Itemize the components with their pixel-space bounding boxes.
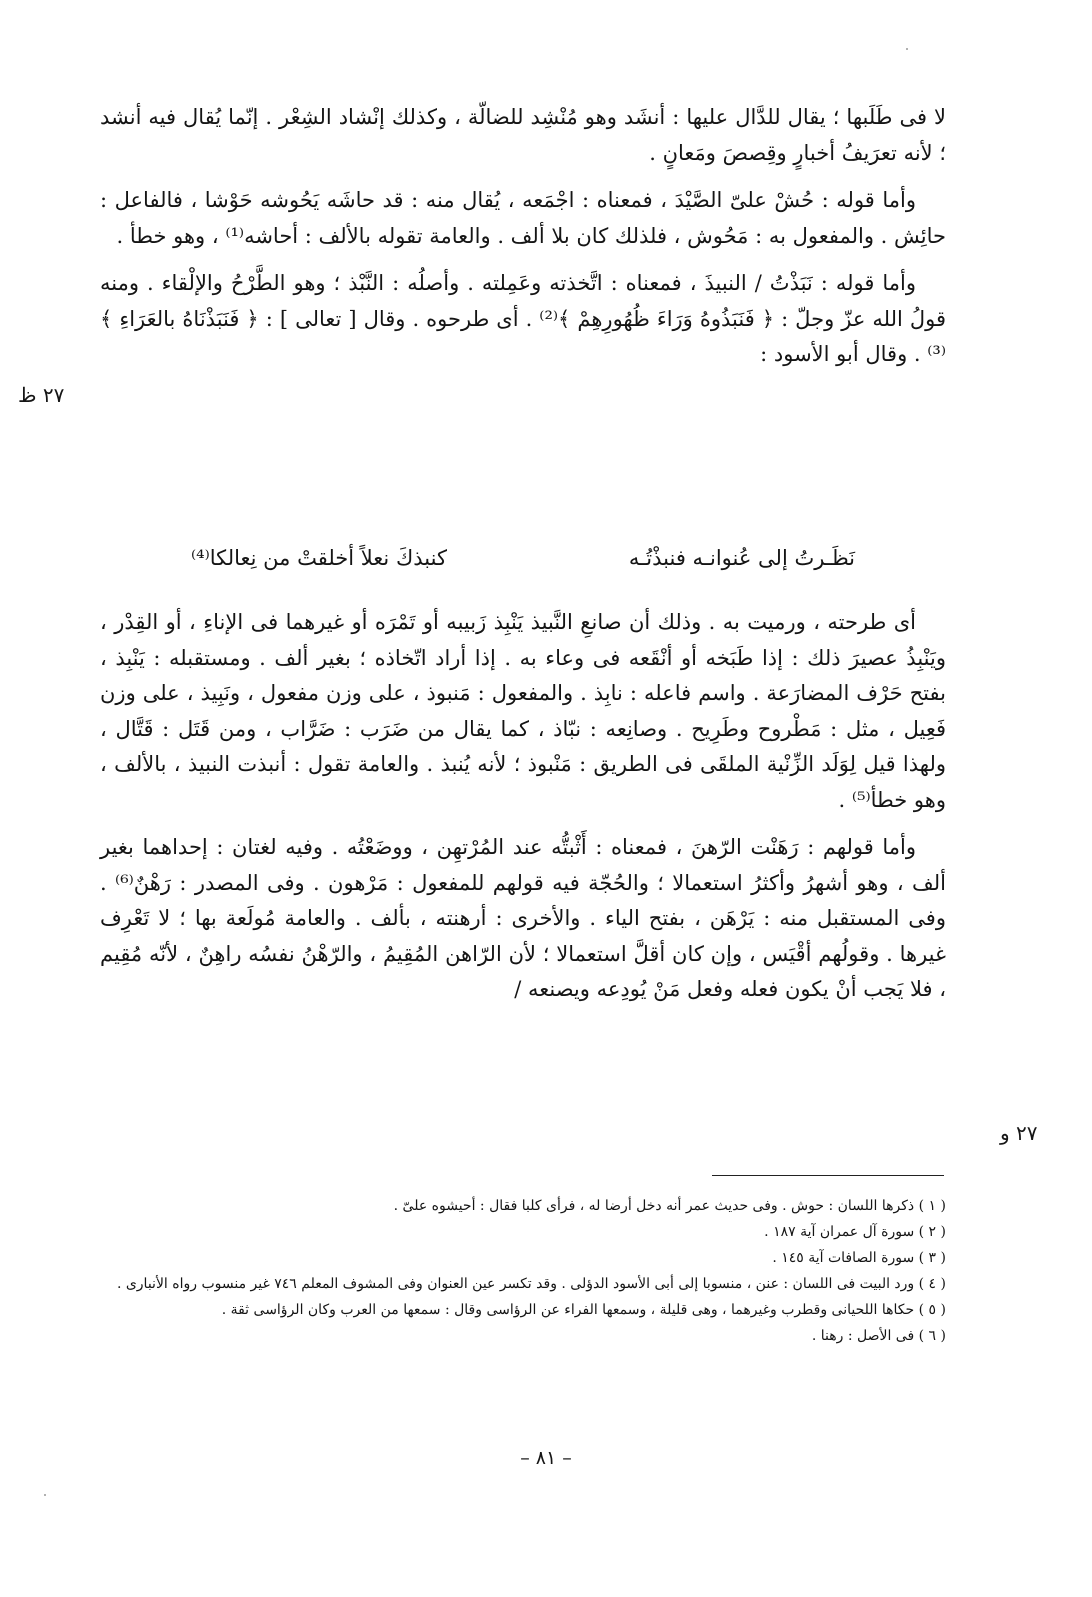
verse-second-hemistich: كنبذكَ نعلاً أخلقتْ من نِعالكا⁽⁴⁾ — [190, 546, 447, 570]
folio-marker-recto: ٢٧ و — [1000, 1121, 1038, 1145]
footnote-divider — [712, 1175, 944, 1176]
verse-first-hemistich: نَظَـرتُ إلى عُنوانـه فنبذْتُـه — [628, 546, 856, 570]
footnote-2: ( ٢ ) سورة آل عمران آية ١٨٧ . — [764, 1224, 946, 1240]
paragraph-5: وأما قولهم : رَهَنْت الرّهنَ ، فمعناه : أَثْبتُّه عند المُرْتهِن ، ووضَعْتُه . وفيه لغتان : إحداهما بغير ألف ، وهو أشهرُ وأكثرُ استعمالا ؛ والحُجّة فيه قولهم للمفعول : مَرْهون . وفى المصدر : رَهْنٌ⁽⁶⁾ . وفى المستقبل منه : يَرْهَن ، بفتح الياء . والأخرى : أرهنته ، بألف . والعامة مُولَعة بها ؛ لا تَعْرِف غيرها . وقولُهم أقْيَس ، وإن كان أقلَّ استعمالا ؛ لأن الرّاهن المُقِيمُ ، والرّهْنُ نفسُه راهِنٌ ، لأنّه مُقِيم ، فلا يَجب أنْ يكون فعله وفعل مَنْ يُودِعه ويصنعه / — [100, 835, 946, 1001]
main-text-continued — [100, 605, 946, 1008]
footnote-5: ( ٥ ) حكاها اللحيانى وقطرب وغيرهما ، وهى قليلة ، وسمعها الفراء عن الرؤاسى وقال : سمعها من العرب وكان الرؤاسى ثقة . — [221, 1302, 946, 1318]
footnote-6: ( ٦ ) فى الأصل : رهنا . — [811, 1328, 946, 1344]
paragraph-1: لا فى طَلَبها ؛ يقال للدَّال عليها : أنشَد وهو مُنْشِد للضالّة ، وكذلك إنْشاد الشِعْر . إنّما يُقال فيه أنشد ؛ لأنه تعرَيفُ أخبارٍ وقِصصَ ومَعانٍ . — [100, 105, 946, 165]
main-text — [100, 100, 946, 373]
footnote-4: ( ٤ ) ورد البيت فى اللسان : عنن ، منسوبا إلى أبى الأسود الدؤلى . وقد تكسر عين العنوان وفى المشوف المعلم ٧٤٦ غير منسوب رواه الأنبارى . — [116, 1276, 946, 1292]
footnote-1: ( ١ ) ذكرها اللسان : حوش . وفى حديث عمر أنه دخل أرضا له ، فرأى كلبا فقال : أحيشوه علىّ . — [393, 1198, 946, 1214]
paragraph-2: وأما قوله : حُشْ علىّ الصَّيْدَ ، فمعناه : اجْمَعه ، يُقال منه : قد حاشَه يَحُوشه حَوْشا ، فالفاعل : حائِش . والمفعول به : مَحُوش ، فلذلك كان بلا ألف . والعامة تقوله بالألف : أحاشه⁽¹⁾ ، وهو خطأ . — [100, 188, 946, 248]
scan-speck — [44, 1494, 46, 1496]
scan-speck — [906, 48, 908, 50]
folio-marker-verso: ٢٧ ظ — [18, 383, 65, 407]
paragraph-3: وأما قوله : نَبَذْتُ / النبيذَ ، فمعناه : اتَّخذته وعَمِلته . وأصلُه : النَّبْذ ؛ وهو الطَّرْحُ والإلْقاء . ومنه قولُ الله عزّ وجلّ : ﴿ فَنَبَذُوهُ وَرَاءَ ظُهُورِهِمْ ﴾⁽²⁾ . أى طرحوه . وقال [ تعالى ] : ﴿ فَنَبَذْنَاهُ بالعَرَاءِ ﴾⁽³⁾ . وقال أبو الأسود : — [100, 271, 946, 366]
verse-line — [100, 546, 946, 570]
footnote-3: ( ٣ ) سورة الصافات آية ١٤٥ . — [772, 1250, 946, 1266]
paragraph-4: أى طرحته ، ورميت به . وذلك أن صانعِ النَّبيذ يَنْبِذ زَبيبه أو تَمْرَه أو غيرهما فى الإناءِ ، أو القِدْر ، ويَنْبِذُ عصيرَ ذلك : إذا طَبَخه أو أنْقَعه فى وعاء به . إذا أراد اتّخاذه ؛ بغير ألف . ومستقبله : يَنْبِذ ، بفتح حَرْف المضارَعة . واسم فاعله : نابِذ . والمفعول : مَنبوذ ، على وزن مفعول ، ونَبِيذ ، على وزن فَعِيل ، مثل : مَطْروح وطَرِيح . وصانِعه : نبّاذ ، كما يقال من ضَرَب : ضَرَّاب ، ومن قَتَل : قَتَّال ، ولهذا قيل لِوَلَد الزِّنْية الملقَى فى الطريق : مَنْبوذ ؛ لأنه يُنبذ . والعامة تقول : أنبذت النبيذ ، بالألف ، وهو خطأ⁽⁵⁾ . — [100, 610, 946, 812]
footnotes — [96, 1193, 946, 1349]
page-number: – ٨١ – — [520, 1447, 572, 1469]
